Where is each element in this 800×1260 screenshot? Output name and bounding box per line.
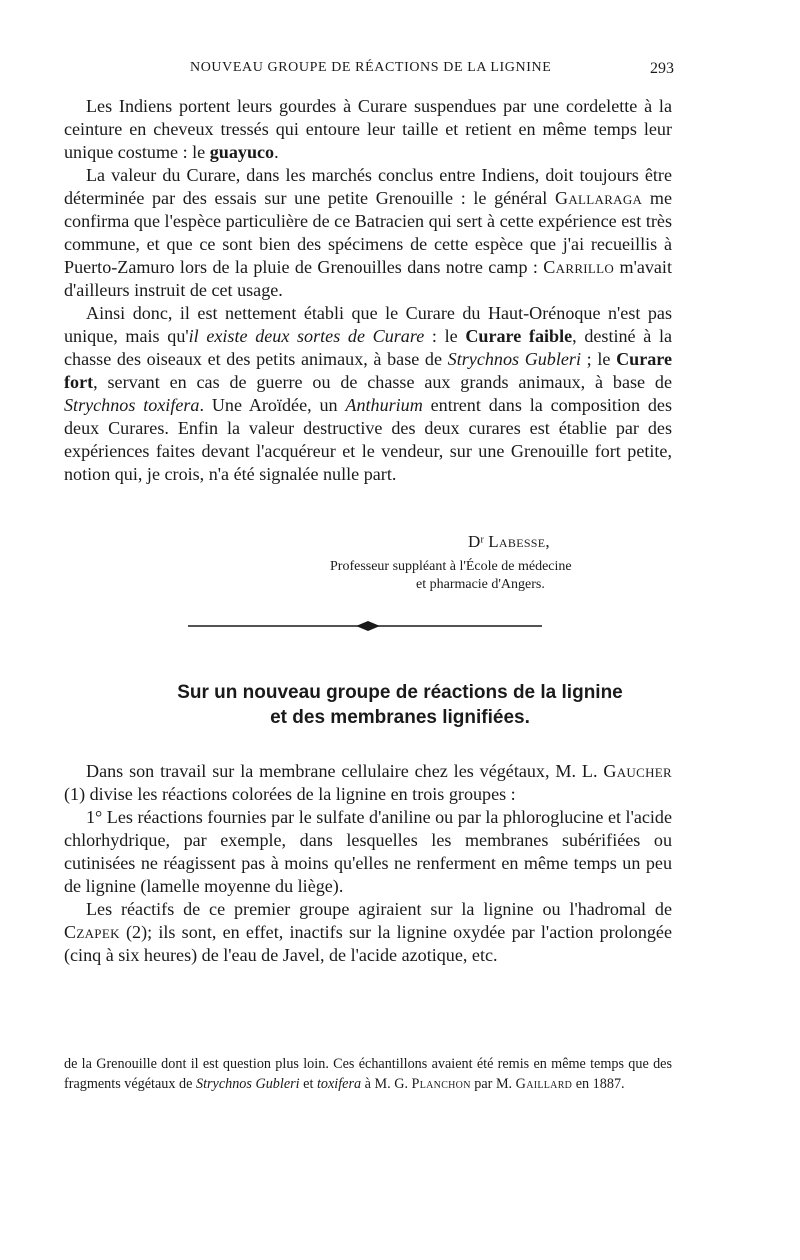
footnote xyxy=(64,1054,672,1094)
footnote-species-toxifera: toxifera xyxy=(316,1076,362,1092)
species-gubleri: Strychnos Gubleri xyxy=(447,349,581,369)
name-planchon: Planchon xyxy=(411,1076,471,1092)
paragraph-gaucher: Dans son travail sur la membrane cellulaire chez les végétaux, M. L. Gaucher (1) divise les réactions colorées de la lignine en trois groupes : xyxy=(64,761,672,804)
genus-anthurium: Anthurium xyxy=(345,395,423,415)
article-title xyxy=(0,680,800,730)
body-text-section-2 xyxy=(64,760,672,967)
name-gallaraga: Gallaraga xyxy=(554,188,643,208)
article-title-line-1: Sur un nouveau groupe de réactions de la lignine xyxy=(177,682,623,703)
name-carrillo: Carrillo xyxy=(543,257,615,277)
species-toxifera: Strychnos toxifera xyxy=(64,395,200,415)
emphasis-deux-sortes: il existe deux sortes de Curare xyxy=(188,326,425,346)
section-divider xyxy=(188,618,542,634)
page-number: 293 xyxy=(650,60,674,77)
term-guayuco: guayuco xyxy=(209,142,275,162)
affiliation-line-2: et pharmacie d'Angers. xyxy=(416,577,545,592)
term-curare-fort: Curare fort xyxy=(64,349,673,392)
name-czapek: Czapek xyxy=(64,922,120,942)
running-head: NOUVEAU GROUPE DE RÉACTIONS DE LA LIGNINE xyxy=(190,60,552,75)
paragraph-indiens: Les Indiens portent leurs gourdes à Curare suspendues par une cordelette à la ceinture en cheveux tressés qui entoure leur taille et retient en même temps leur unique costume : le guayuco. xyxy=(64,96,672,162)
article-title-line-2: et des membranes lignifiées. xyxy=(270,707,530,728)
footnote-species-gubleri: Strychnos Gubleri xyxy=(195,1076,300,1092)
paragraph-reactifs: Les réactifs de ce premier groupe agiraient sur la lignine ou l'hadromal de Czapek (2); ils sont, en effet, inactifs sur la lignine oxydée par l'action prolongée (cinq à six heures) de l'eau de Javel, de l'acide azotique, etc. xyxy=(64,899,672,965)
term-curare-faible: Curare faible xyxy=(465,326,573,346)
author-affiliation xyxy=(330,558,672,594)
paragraph-deux-curares: Ainsi donc, il est nettement établi que le Curare du Haut-Orénoque n'est pas unique, mais qu'il existe deux sortes de Curare : le Curare faible, destiné à la chasse des oiseaux et des petits animaux, à base de Strychnos Gubleri ; le Curare fort, servant en cas de guerre ou de chasse aux grands animaux, à base de Strychnos toxifera. Une Aroïdée, un Anthurium entrent dans la composition des deux Curares. Enfin la valeur destructive des deux curares est établie par des expériences faites devant l'acquéreur et le vendeur, sur une Grenouille fort petite, notion qui, je crois, n'a été signalée nulle part. xyxy=(64,303,673,484)
author-title: Dʳ xyxy=(468,532,484,551)
name-gaucher: Gaucher xyxy=(603,761,672,781)
body-text-section-1 xyxy=(64,95,672,486)
author-signature: Dʳ Labesse, xyxy=(468,532,550,551)
author-name: Labesse xyxy=(488,532,546,551)
affiliation-line-1: Professeur suppléant à l'École de médecine xyxy=(330,559,572,574)
name-gaillard: Gaillard xyxy=(515,1076,573,1092)
paragraph-premier-groupe: 1° Les réactions fournies par le sulfate d'aniline ou par la phloroglucine et l'acide chlorhydrique, par exemple, dans lesquelles les membranes subérifiées ou cutinisées ne réagissent pas à moins qu'elles ne renferment en même temps un peu de lignine (lamelle moyenne du liège). xyxy=(64,807,673,896)
paragraph-valeur-curare: La valeur du Curare, dans les marchés conclus entre Indiens, doit toujours être déterminée par des essais sur une petite Grenouille : le général Gallaraga me confirma que l'espèce particulière de ce Batracien qui sert à cette expérience est très commune, et que ce sont bien des spécimens de cette espèce que j'ai recueillis à Puerto-Zamuro lors de la pluie de Grenouilles dans notre camp : Carrillo m'avait d'ailleurs instruit de cet usage. xyxy=(64,165,672,300)
footnote-text: de la Grenouille dont il est question plus loin. Ces échantillons avaient été remis en même temps que des fragments végétaux de Strychnos Gubleri et toxifera à M. G. Planchon par M. Gaillard en 1887. xyxy=(64,1056,672,1092)
